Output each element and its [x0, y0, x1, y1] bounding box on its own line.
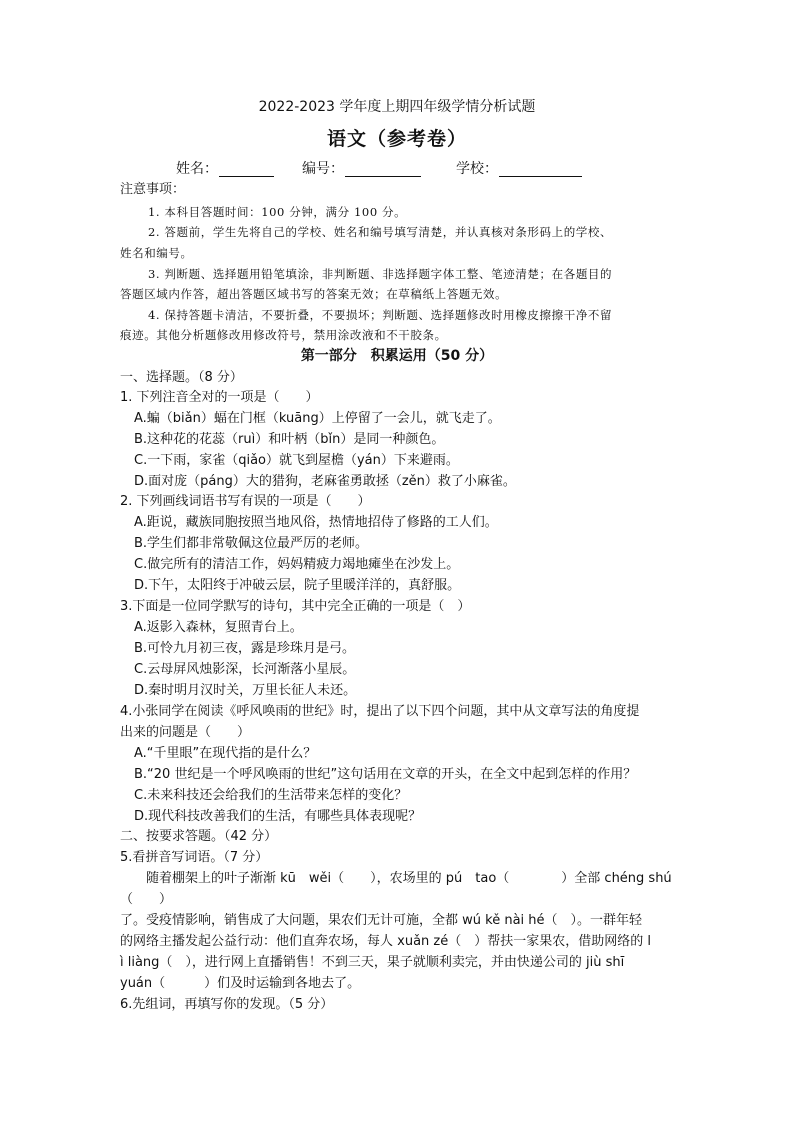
question-stem: 2. 下列画线词语书写有误的一项是（ ）	[120, 494, 371, 509]
option-c[interactable]: C.一下雨，家雀（qiǎo）就飞到屋檐（yán）下来避雨。	[134, 453, 459, 468]
option-c[interactable]: C.云母屏风烛影深，长河渐落小星辰。	[134, 662, 356, 677]
option-b[interactable]: B.可怜九月初三夜，露是珍珠月是弓。	[134, 641, 356, 656]
notice-line: 答题区域内作答，超出答题区域书写的答案无效；在草稿纸上答题无效。	[120, 287, 508, 301]
notice-heading: 注意事项：	[120, 182, 186, 197]
notice-line: 姓名和编号。	[120, 246, 193, 260]
pinyin-passage-line: yuán（ ）们及时运输到各地去了。	[120, 976, 361, 991]
notice-line: 3. 判断题、选择题用铅笔填涂，非判断题、非选择题字体工整、笔迹清楚；在各题目的	[148, 267, 613, 281]
pinyin-passage-line: 的网络主播发起公益行动：他们直奔农场，每人 xuǎn zé（ ）帮扶一家果农，借助网络的 l	[120, 934, 651, 949]
exam-subtitle: 语文（参考卷）	[326, 128, 467, 150]
pinyin-passage-line: 随着棚架上的叶子渐渐 kū wěi（ ），农场里的 pú tao（ ）全部 chéng shú	[120, 871, 672, 886]
question-stem: 5.看拼音写词语。（7 分）	[120, 850, 269, 865]
question-stem-cont: 出来的问题是（ ）	[120, 725, 251, 740]
option-a[interactable]: A.蝙（biǎn）蝠在门框（kuāng）上停留了一会儿，就飞走了。	[134, 411, 501, 426]
pinyin-passage-line: ì liàng（ ），进行网上直播销售！不到三天，果子就顺利卖完，并由快递公司的 jiù shī	[120, 955, 625, 970]
option-c[interactable]: C.未来科技还会给我们的生活带来怎样的变化？	[134, 788, 408, 803]
section2-heading: 二、按要求答题。（42 分）	[120, 829, 278, 844]
question-stem: 3.下面是一位同学默写的诗句，其中完全正确的一项是（ ）	[120, 599, 471, 614]
question-stem: 6.先组词，再填写你的发现。（5 分）	[120, 997, 334, 1012]
part1-heading: 第一部分 积累运用（50 分）	[300, 348, 494, 364]
option-d[interactable]: D.秦时明月汉时关，万里长征人未还。	[134, 683, 357, 698]
pinyin-passage-line: 了。受疫情影响，销售成了大问题，果农们无计可施，全都 wú kě nài hé（ ）。一群年轻	[120, 913, 643, 928]
school-label: 学校：	[456, 161, 498, 177]
section1-heading: 一、选择题。（8 分）	[120, 370, 243, 385]
option-b[interactable]: B.这种花的花蕊（ruì）和叶柄（bǐn）是同一种颜色。	[134, 432, 445, 447]
option-d[interactable]: D.面对庞（páng）大的猎狗，老麻雀勇敢拯（zěn）救了小麻雀。	[134, 474, 516, 489]
option-d[interactable]: D.现代科技改善我们的生活，有哪些具体表现呢？	[134, 809, 422, 824]
question-stem: 4.小张同学在阅读《呼风唤雨的世纪》时，提出了以下四个问题，其中从文章写法的角度提	[120, 704, 640, 719]
option-b[interactable]: B.学生们都非常敬佩这位最严厉的老师。	[134, 536, 369, 551]
option-a[interactable]: A.距说，藏族同胞按照当地风俗，热情地招侍了修路的工人们。	[134, 515, 498, 530]
exam-title: 2022-2023 学年度上期四年级学情分析试题	[258, 99, 536, 115]
notice-line: 1. 本科目答题时间：100 分钟，满分 100 分。	[148, 205, 407, 219]
question-stem: 1. 下列注音全对的一项是（ ）	[120, 390, 319, 405]
option-a[interactable]: A.“千里眼”在现代指的是什么？	[134, 746, 317, 761]
pinyin-passage-line: （ ）	[120, 892, 173, 907]
school-field[interactable]	[499, 164, 582, 177]
option-a[interactable]: A.返影入森林，复照青台上。	[134, 620, 303, 635]
number-label: 编号：	[302, 161, 344, 177]
name-label: 姓名：	[176, 161, 218, 177]
option-d[interactable]: D.下午，太阳终于冲破云层，院子里暖洋洋的，真舒服。	[134, 578, 461, 593]
name-field[interactable]	[219, 164, 274, 177]
number-field[interactable]	[345, 164, 421, 177]
notice-line: 2. 答题前，学生先将自己的学校、姓名和编号填写清楚，并认真核对条形码上的学校、	[148, 225, 613, 239]
option-b[interactable]: B.“20 世纪是一个呼风唤雨的世纪”这句话用在文章的开头，在全文中起到怎样的作用？	[134, 767, 637, 782]
notice-line: 4. 保持答题卡清洁，不要折叠，不要损坏；判断题、选择题修改时用橡皮擦擦干净不留	[148, 308, 613, 322]
option-c[interactable]: C.做完所有的清洁工作，妈妈精疲力竭地瘫坐在沙发上。	[134, 557, 460, 572]
notice-line: 痕迹。其他分析题修改用修改符号，禁用涂改液和不干胶条。	[120, 328, 447, 342]
